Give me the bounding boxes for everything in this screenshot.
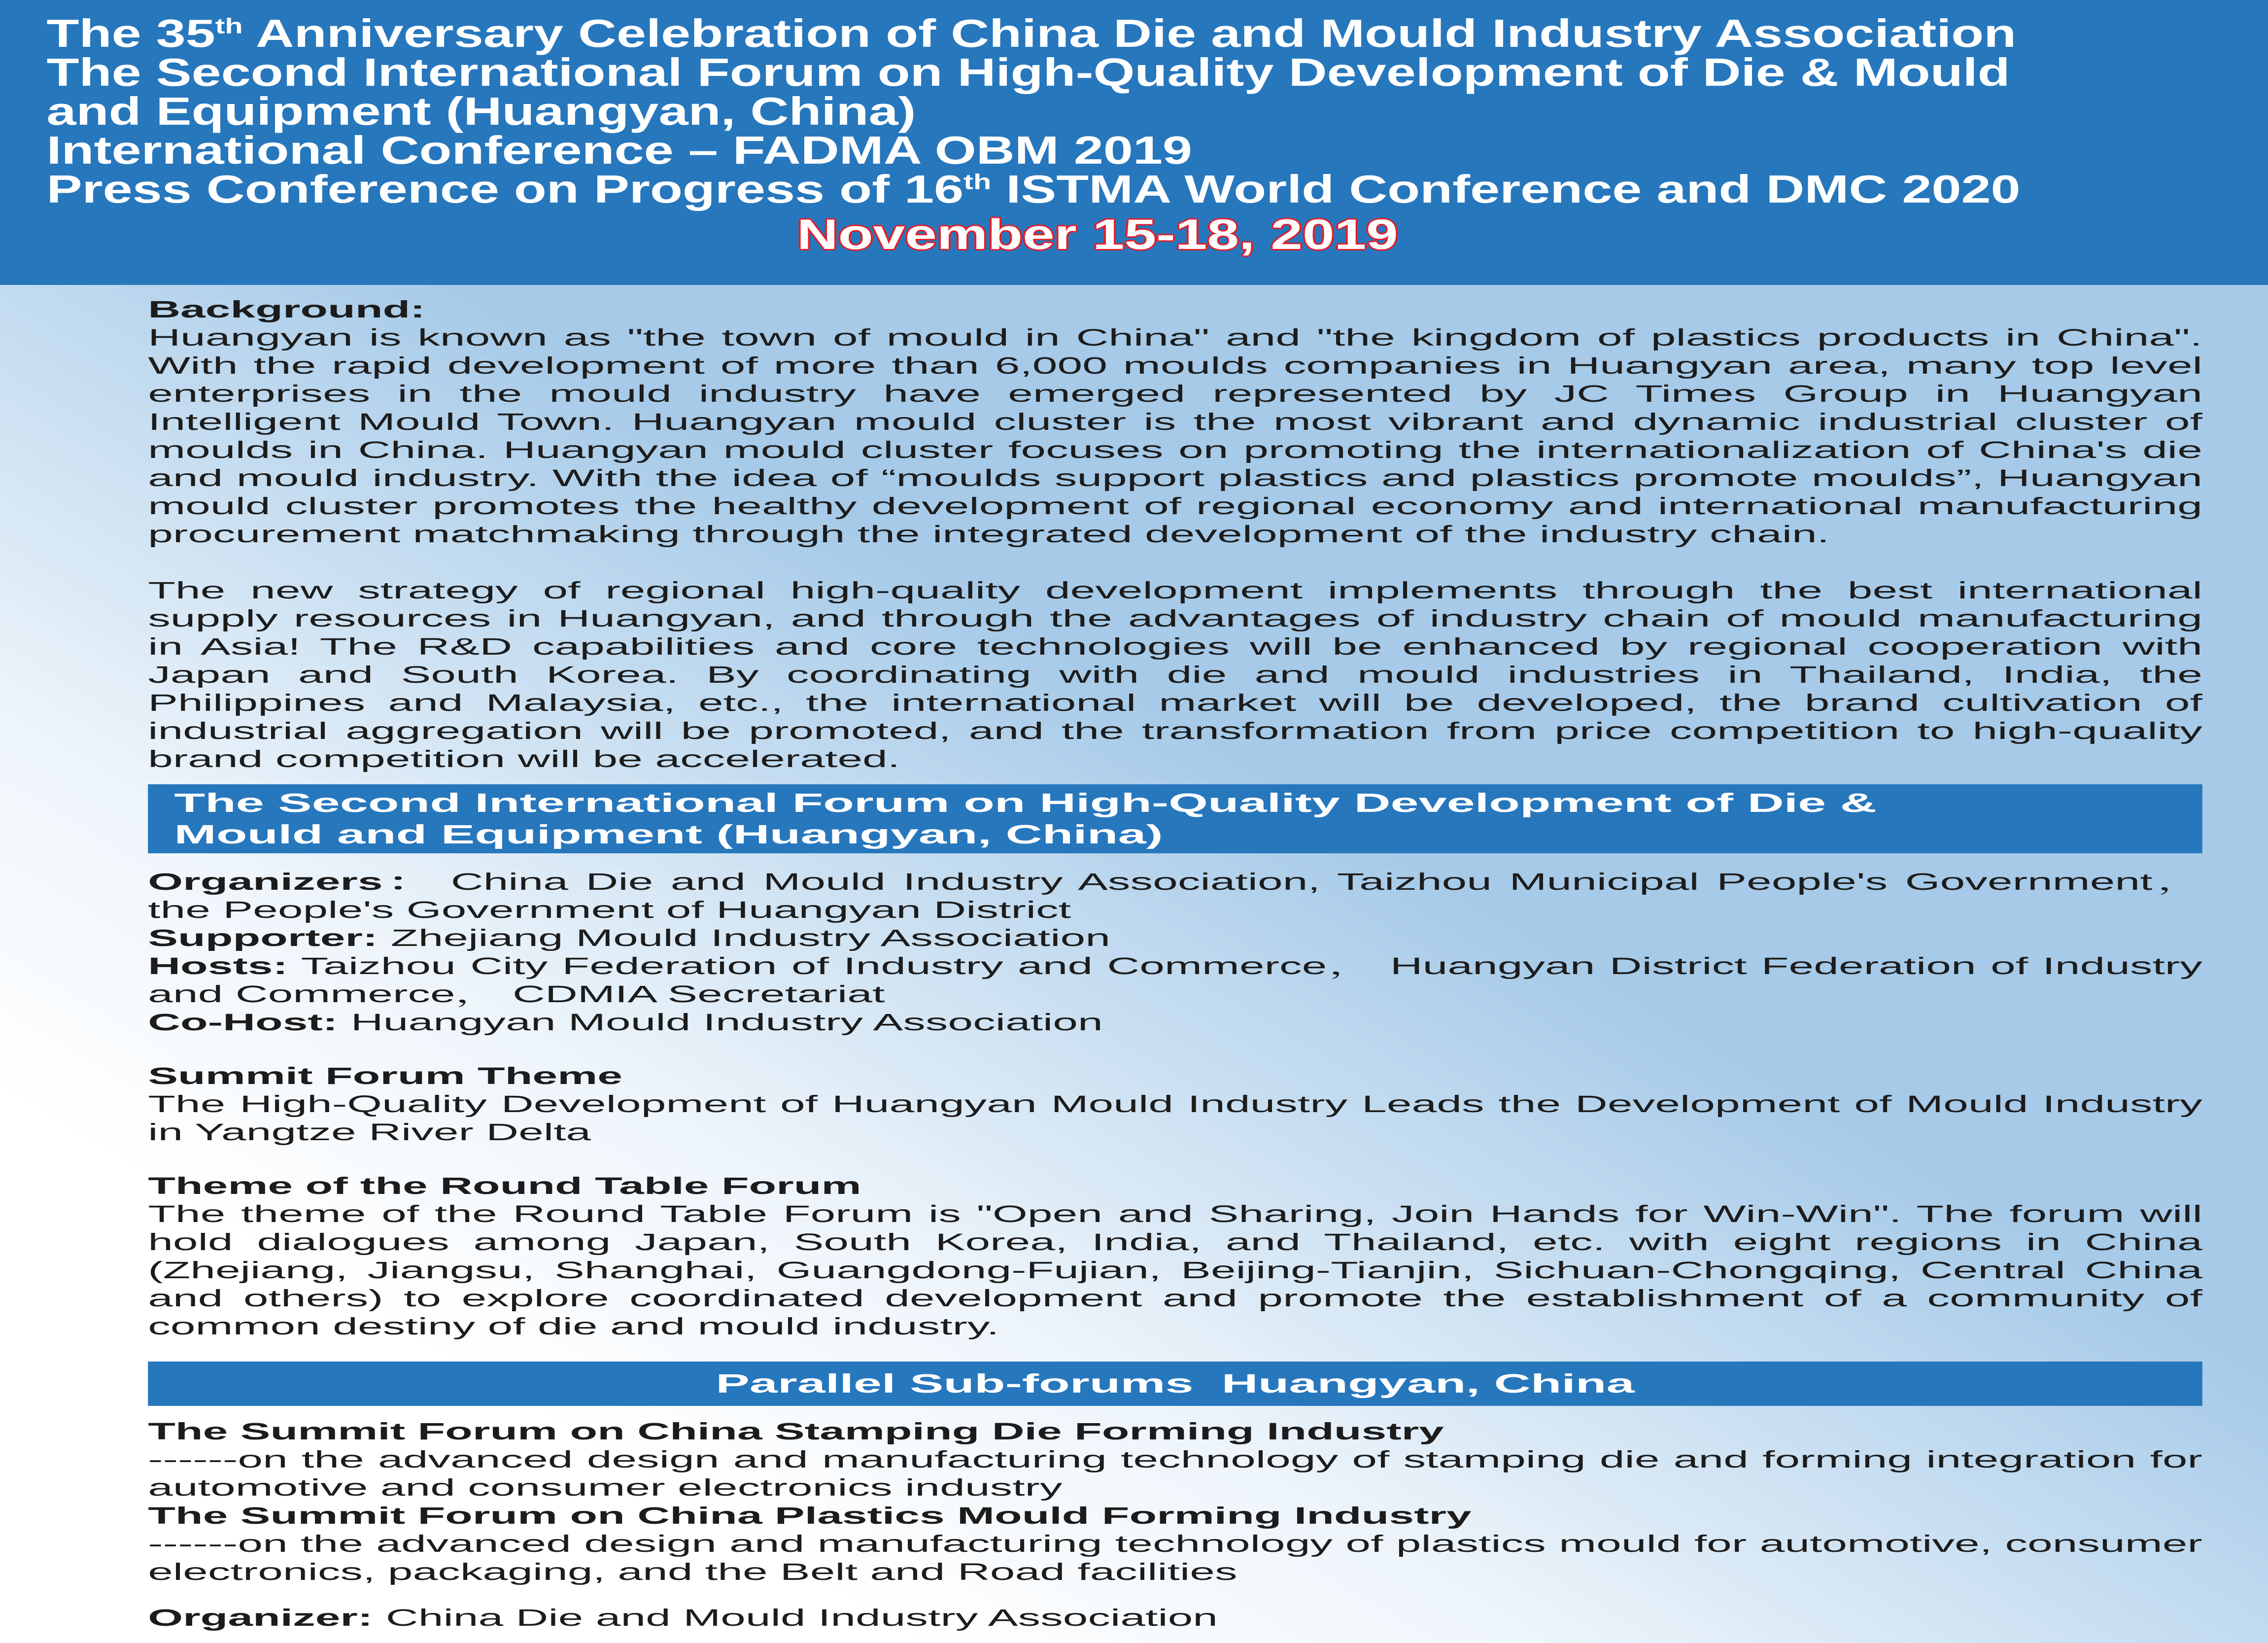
background-paragraph-1: Huangyan is known as "the town of mould in China" and "the kingdom of plastics products in China". With the rapid development of more than 6,000 moulds companies in Huangyan area, many top level enterprises in the mould industry have emerged represented by JC Times Group in Huangyan Intelligent Mould Town. Huangyan mould cluster is the most vibrant and dynamic industrial cluster of moulds in China. Huangyan mould cluster focuses on promoting the internationalization of China's die and mould industry. With the idea of “moulds support plastics and plastics promote moulds”, Huangyan mould cluster promotes the healthy development of regional economy and international manufacturing procurement matchmaking through the integrated development of the industry chain. <box>148 325 2202 548</box>
cohost-line <box>148 1009 2202 1037</box>
round-table-text: The theme of the Round Table Forum is "Open and Sharing, Join Hands for Win-Win". The forum will hold dialogues among Japan, South Korea, India, and Thailand, etc. with eight regions in China (Zhejiang, Jiangsu, Shanghai, Guangdong-Fujian, Beijing-Tianjin, Sichuan-Chongqing, Central China and others) to explore coordinated development and promote the establishment of a community of common destiny of die and mould industry. <box>148 1201 2202 1340</box>
header-title-line-5-text: Press Conference on Progress of 16 <box>46 167 964 211</box>
header-text-block <box>0 0 2268 257</box>
organizers-block <box>148 868 2202 1037</box>
forum-banner-line-2: Mould and Equipment (Huangyan, China) <box>174 820 1163 849</box>
round-table-heading: Theme of the Round Table Forum <box>148 1173 861 1199</box>
subforum-list <box>148 1418 2202 1586</box>
header-title-line-4: International Conference – FADMA OBM 2019 <box>46 128 1192 172</box>
subforum-description: ------on the advanced design and manufacturing technology of stamping die and forming integration for automotive and consumer electronics industry <box>148 1447 2202 1501</box>
ordinal-superscript: th <box>215 14 243 38</box>
cohost-label: Co-Host: <box>148 1010 338 1036</box>
forum-section-banner <box>148 784 2202 853</box>
cohost-value: Huangyan Mould Industry Association <box>350 1010 1103 1036</box>
header-title-line-5-rest: ISTMA World Conference and DMC 2020 <box>991 167 2021 211</box>
summit-theme-block <box>148 1062 2202 1147</box>
header-banner <box>0 0 2268 285</box>
header-title-line-5 <box>46 167 2242 211</box>
content-column <box>0 285 2268 1632</box>
subforum-title: The Summit Forum on China Stamping Die Forming Industry <box>148 1419 1444 1445</box>
organizer-value: China Die and Mould Industry Association <box>385 1605 1218 1631</box>
round-table-block <box>148 1172 2202 1341</box>
hosts-label: Hosts: <box>148 953 288 979</box>
event-date: November 15-18, 2019 <box>796 211 1398 258</box>
organizers-value: China Die and Mould Industry Association, Taizhou Municipal People's Government，the People's Government of Huangyan District <box>148 869 2202 923</box>
organizers-line <box>148 868 2202 924</box>
organizer-label: Organizer: <box>148 1605 373 1631</box>
organizers-label: Organizers： <box>148 869 438 895</box>
organizer-line <box>148 1604 2202 1632</box>
header-title-line-1-text: The 35 <box>46 11 215 55</box>
ordinal-superscript: th <box>963 170 992 194</box>
document-body <box>0 285 2268 1643</box>
hosts-value: Taizhou City Federation of Industry and Commerce， Huangyan District Federation of Industry and Commerce， CDMIA Secretariat <box>148 953 2202 1008</box>
summit-theme-heading: Summit Forum Theme <box>148 1063 622 1089</box>
supporter-line <box>148 924 2202 952</box>
header-title-line-2: The Second International Forum on High-Quality Development of Die & Mould <box>46 50 2010 94</box>
header-title-line-1-rest: Anniversary Celebration of China Die and Mould Industry Association <box>242 11 2017 55</box>
summit-theme-text: The High-Quality Development of Huangyan Mould Industry Leads the Development of Mould Industry in Yangtze River Delta <box>148 1091 2202 1146</box>
background-paragraph-2: The new strategy of regional high-quality development implements through the best international supply resources in Huangyan, and through the advantages of industry chain of mould manufacturing in Asia! The R&D capabilities and core technologies will be enhanced by regional cooperation with Japan and South Korea. By coordinating with die and mould industries in Thailand, India, the Philippines and Malaysia, etc., the international market will be developed, the brand cultivation of industrial aggregation will be promoted, and the transformation from price competition to high-quality brand competition will be accelerated. <box>148 578 2202 772</box>
header-title-line-3: and Equipment (Huangyan, China) <box>46 89 916 133</box>
background-heading: Background: <box>148 297 425 323</box>
hosts-line <box>148 952 2202 1009</box>
subforum-description: ------on the advanced design and manufacturing technology of plastics mould for automotive, consumer electronics, packaging, and the Belt and Road facilities <box>148 1531 2202 1585</box>
forum-banner-line-1: The Second International Forum on High-Quality Development of Die & <box>174 788 1877 818</box>
header-title-line-1 <box>46 11 2242 55</box>
supporter-value: Zhejiang Mould Industry Association <box>390 925 1110 951</box>
supporter-label: Supporter: <box>148 925 378 951</box>
subforums-section-banner: Parallel Sub-forums Huangyan, China <box>148 1362 2202 1406</box>
subforum-title: The Summit Forum on China Plastics Mould Forming Industry <box>148 1503 1472 1529</box>
